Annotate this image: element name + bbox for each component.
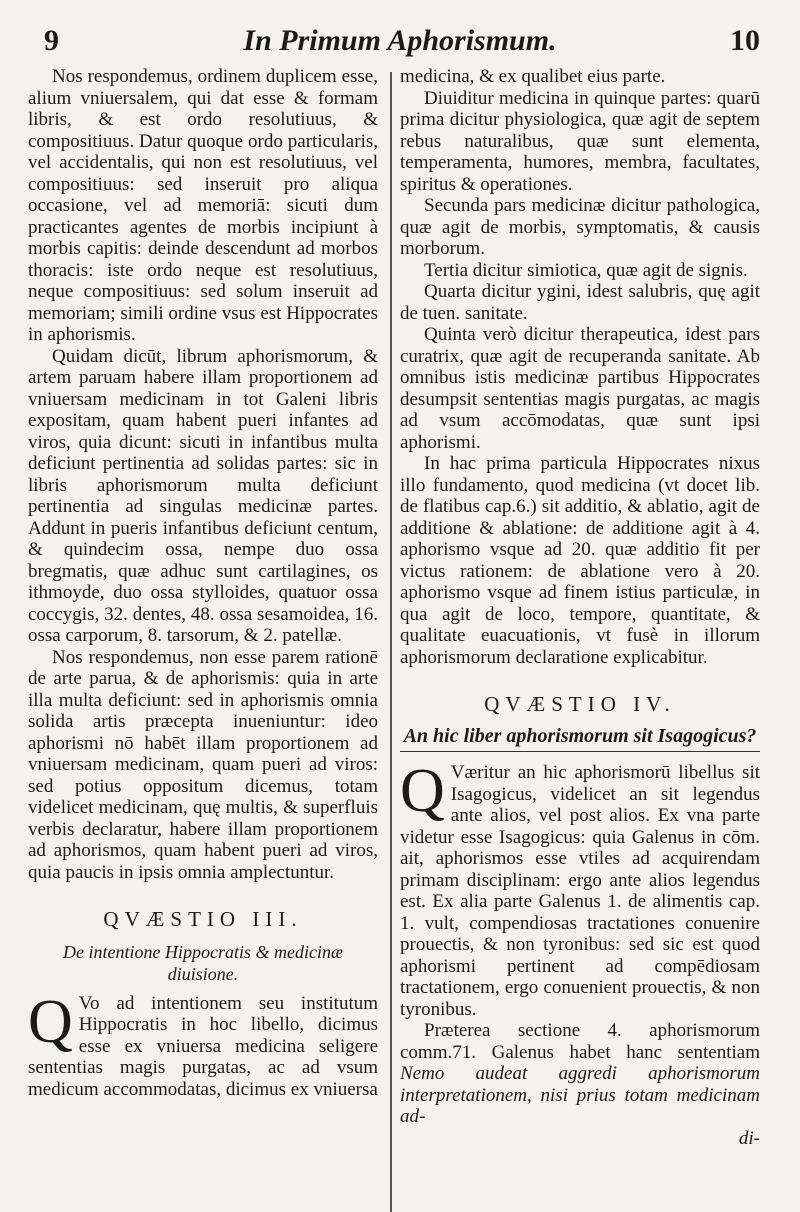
- question-heading: QVÆSTIO IV.: [484, 692, 676, 716]
- left-column: [28, 66, 378, 1100]
- paragraph: Secunda pars medicinæ dicitur pathologica, quæ agit de morbis, symptomatis, & causis morborum.: [400, 195, 760, 259]
- right-column: [400, 66, 760, 1149]
- paragraph: medicina, & ex qualibet eius parte.: [400, 66, 666, 87]
- paragraph: Quarta dicitur ygini, idest salubris, quę agit de tuen. sanitate.: [400, 281, 760, 324]
- drop-cap: Q: [28, 987, 73, 1056]
- catchword: di-: [738, 1127, 760, 1149]
- left-page-number: 9: [44, 24, 59, 57]
- paragraph: Quidam dicūt, librum aphorismorum, & artem paruam habere illam proportionem ad vniuersam medicinam in tot Galeni libris expositam, quam habent pueri infantes ad viros, quia dicunt: sicuti in infantibus multa deficiunt pertinentia ad solidas partes: sic in libris aphorismorum multa deficiunt pertinentia ad singulas medicinæ partes. Addunt in pueris infantibus deficiunt centum, & quindecim ossa, nempe duo ossa bregmatis, quæ adhuc sunt cartilagines, os ithmoyde, duo ossa stylloides, quatuor ossa coccygis, 32. dentes, 48. ossa sesamoidea, 16. ossa carporum, 8. tarsorum, & 2. patellæ.: [28, 345, 378, 646]
- paragraph-text: Vo ad intentionem seu institutum Hippocratis in hoc libello, dicimus esse ex vniuersa medicina seligere sententias magis purgatas, ac ad vsum medicum accommodatas, dicimus ex vniuersa: [28, 992, 378, 1100]
- paragraph-with-dropcap: [400, 757, 760, 1020]
- quoted-sentence: Nemo audeat aggredi aphorismorum interpretationem, nisi prius totam medicinam ad-: [400, 1063, 760, 1127]
- paragraph: Diuiditur medicina in quinque partes: quarū prima dicitur physiologica, quæ agit de septem rebus naturalibus, quæ sunt elementa, temperamenta, humores, membra, facultates, spiritus & operationes.: [400, 87, 760, 195]
- question-heading: QVÆSTIO III.: [103, 907, 303, 931]
- column-divider: [390, 72, 392, 1212]
- question-subtitle: An hic liber aphorismorum sit Isagogicus?: [400, 726, 760, 753]
- paragraph: Nos respondemus, ordinem duplicem esse, alium vniuersalem, qui dat esse & formam libris, & est ordo resolutiuus, & compositiuus. Datur quoque ordo particularis, vel accidentalis, qui non est resolutiuus, vel compositiuus: sed inseruit pro aliqua occasione, vel ad memoriā: sicuti dum practicantes agentes de morbis incipiunt à morbis capitis: deinde descendunt ad morbos thoracis: iste ordo neque est resolutiuus, neque compositiuus: sed solum inseruit ad memoriam; simili ordine vsus est Hippocrates in aphorismis.: [28, 66, 378, 345]
- page-header: [0, 14, 800, 62]
- right-page-number: 10: [730, 24, 760, 57]
- paragraph: Quinta verò dicitur therapeutica, idest pars curatrix, quæ agit de recuperanda sanitate. Ab omnibus istis medicinæ partibus Hippocrates desumpsit sententias magis purgatas, ac magis ad vsum accōmodatas, quæ sunt ipsi aphorismi.: [400, 324, 760, 453]
- paragraph: In hac prima particula Hippocrates nixus illo fundamento, quod medicina (vt docet lib. de flatibus cap.6.) sit additio, & ablatio, agit de additione & ablatione: de additione agit à 4. aphorismo vsque ad 20. quæ additio fit per victus rationem: de ablatione vero à 20. aphorismo vsque ad finem istius particulæ, in qua agit de loco, tempore, quantitate, & qualitate euacuationis, vt fusè in illorum aphorismorum declaratione explicabitur.: [400, 453, 760, 668]
- drop-cap: Q: [400, 757, 445, 825]
- paragraph-text: Præterea sectione 4. aphorismorum comm.71. Galenus habet hanc sententiam: [400, 1020, 760, 1063]
- paragraph: Nos respondemus, non esse parem rationē de arte parua, & de aphorismis: quia in arte illa multa deficiunt: sed in aphorismis omnia solida artis præcepta inueniuntur: ideo aphorismi nō habēt illam proportionem ad vniuersam medicinam, quam pueri ad viros: sed potius oppositum dicemus, totam videlicet medicinam, quę multis, & superfluis verbis declaratur, habere illam proportionem ad aphorismos, quam habent pueri ad viros, quia paucis in ipsis omnia amplectuntur.: [28, 646, 378, 883]
- paragraph-text: Væritur an hic aphorismorū libellus sit Isagogicus, videlicet an sit legendus ante alios, vel post alios. Ex vna parte videtur esse Isagogicus: quia Galenus in cōm. ait, aphorismos esse vtiles ad acquirendam primam disciplinam: ergo ante alios legendus est. Ex alia parte Galenus 1. de alimentis cap. 1. vult, compendiosas tractationes conuenire prouectis, & non tyronibus: sed sic est quod aphorismi pertinent ad compēdiosam tractationem, ergo conuenient prouectis, & non tyronibus.: [400, 762, 760, 1020]
- question-subtitle: De intentione Hippocratis & medicinæ diuisione.: [63, 941, 343, 984]
- running-title: In Primum Aphorismum.: [243, 24, 557, 57]
- paragraph: [400, 1020, 760, 1128]
- paragraph-with-dropcap: [28, 987, 378, 1101]
- paragraph: Tertia dicitur simiotica, quæ agit de signis.: [424, 259, 748, 281]
